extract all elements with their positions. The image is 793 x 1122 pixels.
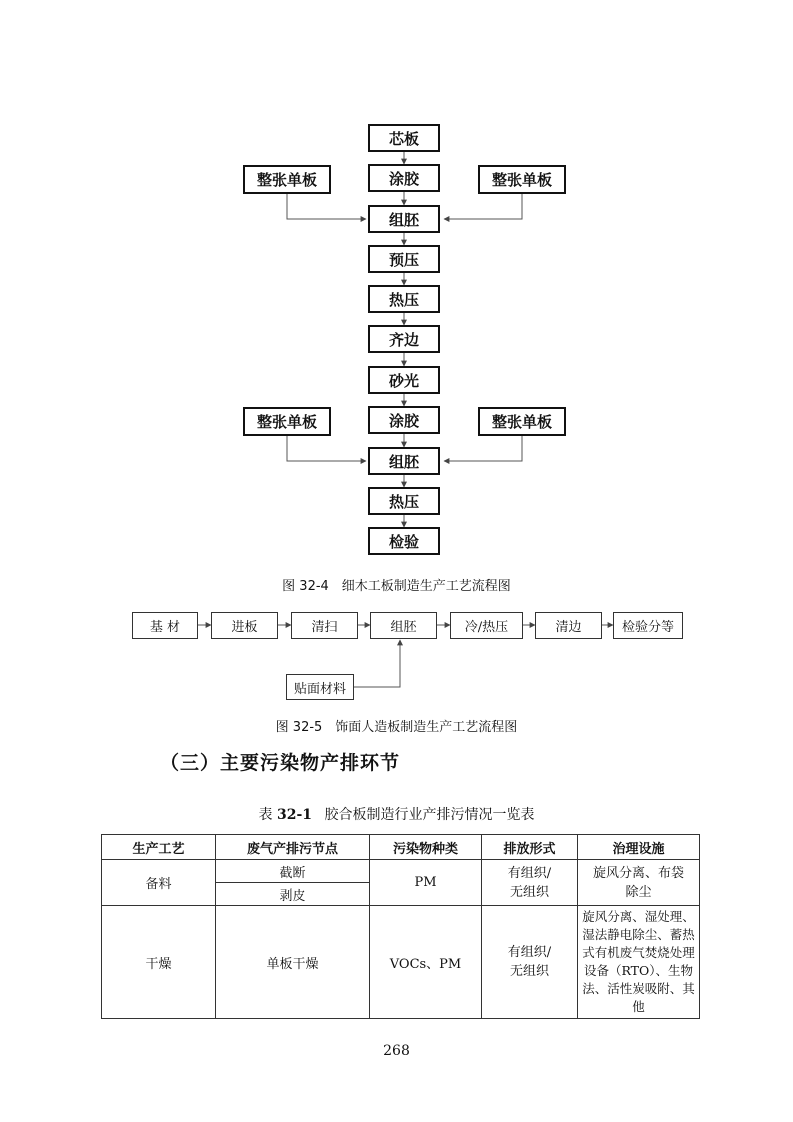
flow-glue-1: 涂胶 — [368, 164, 440, 192]
figure-32-4-caption: 图 32-4 细木工板制造生产工艺流程图 — [282, 579, 511, 594]
flow-inspection: 检验 — [368, 527, 440, 555]
flow-clean: 清扫 — [291, 612, 358, 639]
flow-assemble: 组胚 — [370, 612, 437, 639]
flow-sanding: 砂光 — [368, 366, 440, 394]
cell-form: 有组织/无组织 — [482, 906, 578, 1019]
flow-inspect-grade: 检验分等 — [613, 612, 683, 639]
flow-core-board: 芯板 — [368, 124, 440, 152]
table-title-prefix: 表 — [258, 807, 273, 823]
table-row — [102, 906, 700, 1019]
table-title-number: 32-1 — [276, 807, 313, 823]
table-header: 治理设施 — [578, 835, 700, 860]
table-title-text: 胶合板制造行业产排污情况一览表 — [324, 807, 535, 823]
flow-substrate: 基 材 — [132, 612, 198, 639]
flow-assemble-2: 组胚 — [368, 447, 440, 475]
table-header-row — [102, 835, 700, 860]
cell-pollutant: PM — [370, 860, 482, 906]
flow-edge-trim: 齐边 — [368, 325, 440, 353]
table-header: 废气产排污节点 — [216, 835, 370, 860]
table-header: 污染物种类 — [370, 835, 482, 860]
cell-form: 有组织/无组织 — [482, 860, 578, 906]
flow-veneer-right-2: 整张单板 — [478, 407, 566, 436]
flow-veneer-left-2: 整张单板 — [243, 407, 331, 436]
cell-process: 备料 — [102, 860, 216, 906]
table-header: 排放形式 — [482, 835, 578, 860]
cell-process: 干燥 — [102, 906, 216, 1019]
table-title — [0, 804, 793, 824]
flow-feed: 进板 — [211, 612, 278, 639]
flow-press: 冷/热压 — [450, 612, 523, 639]
pollution-table — [101, 834, 700, 1019]
flow-assemble-1: 组胚 — [368, 205, 440, 233]
cell-pollutant: VOCs、PM — [370, 906, 482, 1019]
flow-hot-press-2: 热压 — [368, 487, 440, 515]
flow-pre-press: 预压 — [368, 245, 440, 273]
page-number: 268 — [383, 1043, 410, 1059]
flow-hot-press-1: 热压 — [368, 285, 440, 313]
cell-node: 单板干燥 — [216, 906, 370, 1019]
flow-edge-clean: 清边 — [535, 612, 602, 639]
cell-node: 剥皮 — [216, 883, 370, 906]
table-header: 生产工艺 — [102, 835, 216, 860]
flow-veneer-right-1: 整张单板 — [478, 165, 566, 194]
flow-glue-2: 涂胶 — [368, 406, 440, 434]
cell-node: 截断 — [216, 860, 370, 883]
flow-veneer-left-1: 整张单板 — [243, 165, 331, 194]
flow-facing-material: 贴面材料 — [286, 674, 354, 700]
table-row — [102, 860, 700, 883]
cell-facility: 旋风分离、湿处理、湿法静电除尘、蓄热式有机废气焚烧处理设备（RTO）、生物法、活性炭吸附、其他 — [578, 906, 700, 1019]
cell-facility: 旋风分离、布袋除尘 — [578, 860, 700, 906]
section-heading: （三）主要污染物产排环节 — [160, 752, 401, 774]
figure-32-5-caption: 图 32-5 饰面人造板制造生产工艺流程图 — [275, 720, 518, 735]
